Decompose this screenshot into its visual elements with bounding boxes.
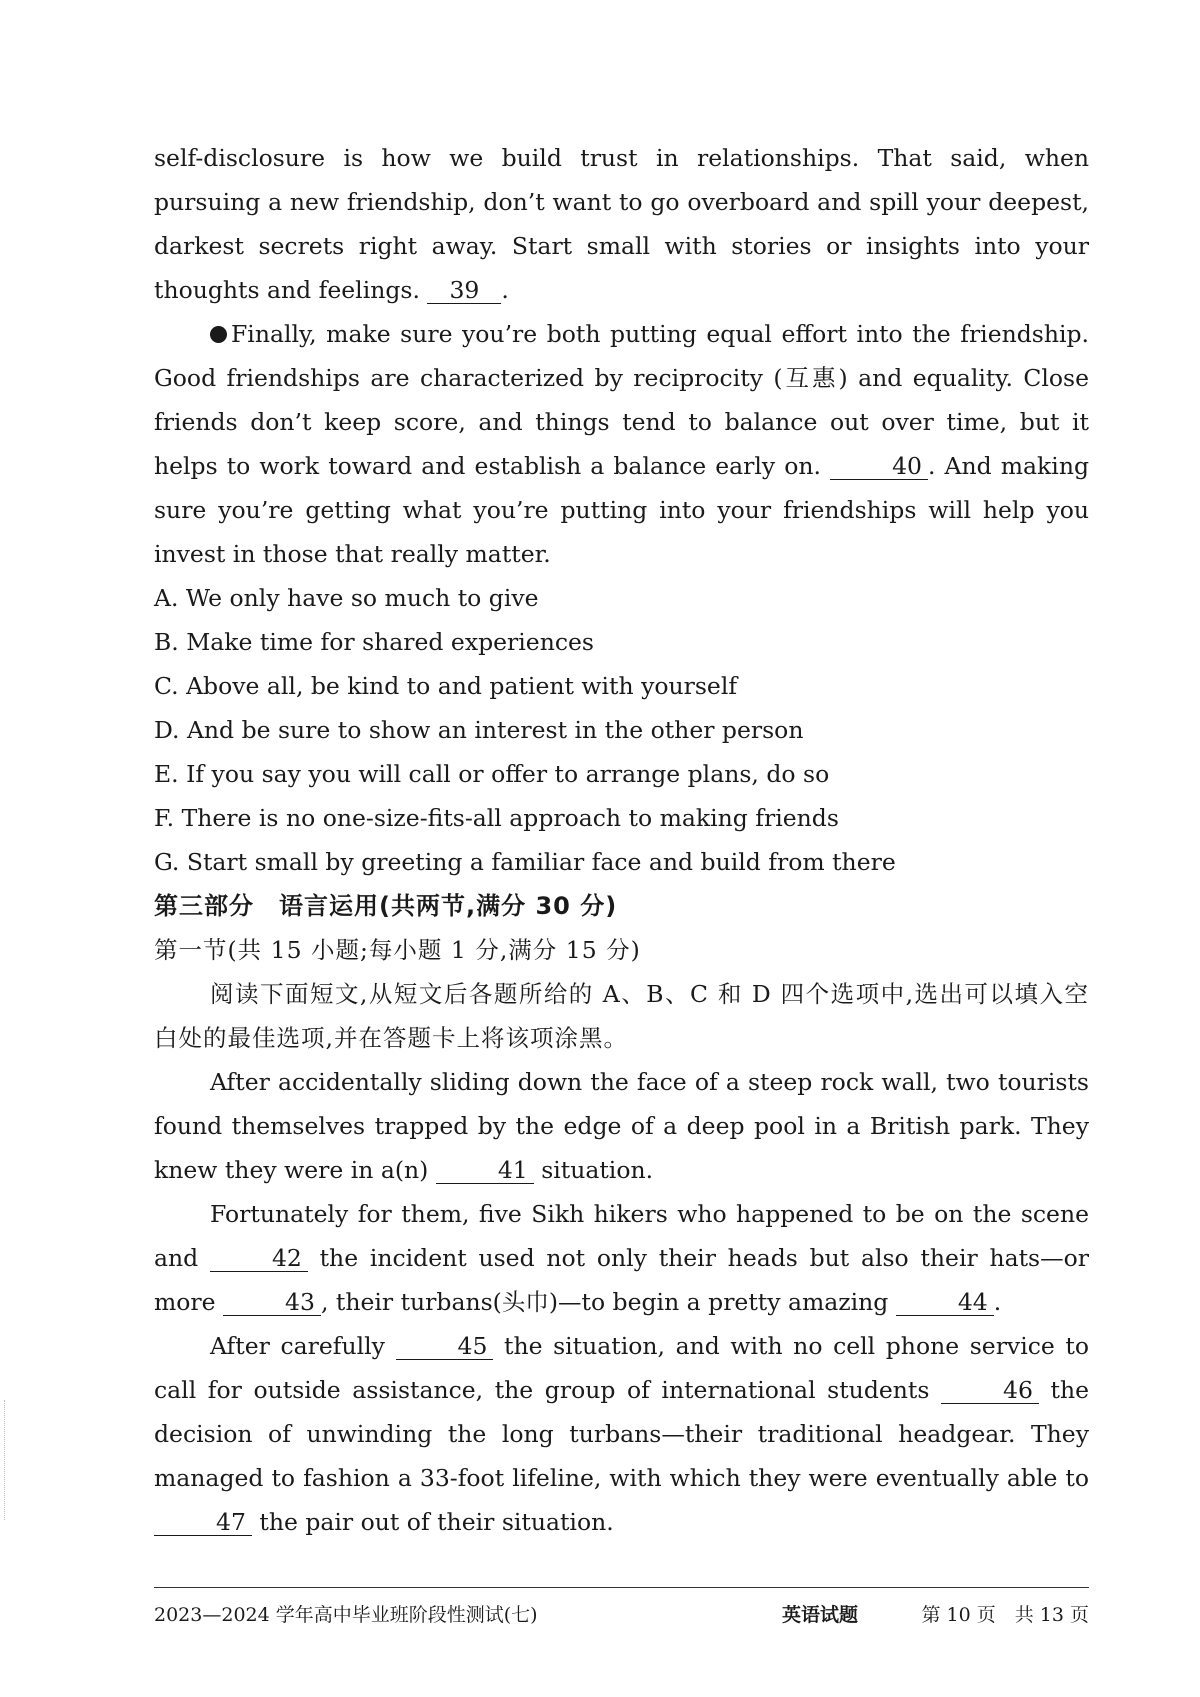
option-e: E. If you say you will call or offer to arrange plans, do so [154, 760, 830, 788]
blank-39: 39 [427, 277, 501, 304]
footer-divider [154, 1587, 1089, 1588]
blank-41: 41 [436, 1157, 534, 1184]
option-f: F. There is no one-size-fits-all approach to making friends [154, 804, 839, 832]
option-d: D. And be sure to show an interest in the other person [154, 716, 804, 744]
page-number: 第 10 页 共 13 页 [921, 1604, 1089, 1626]
blank-45: 45 [396, 1333, 494, 1360]
blank-44: 44 [896, 1289, 994, 1316]
section-title: 第三部分 语言运用(共两节,满分 30 分) [154, 892, 618, 920]
passage-paragraph-39: self-disclosure is how we build trust in relationships. That said, when pursuing a new friendship, don’t want to go overboard and spill your deepest, darkest secrets right away. Start small with stories or insights into your thoughts and feelings. 39 . [154, 144, 1089, 304]
options-list [154, 576, 1089, 884]
exam-name: 2023—2024 学年高中毕业班阶段性测试(七) [154, 1604, 538, 1626]
page-content [154, 136, 1089, 1544]
page-footer [154, 1600, 1089, 1630]
bullet-icon [210, 326, 227, 343]
option-a: A. We only have so much to give [154, 584, 539, 612]
cloze-paragraph-3: After carefully 45 the situation, and with no cell phone service to call for outside assistance, the group of international students 46 the decision of unwinding the long turbans—their traditional headgear. They managed to fashion a 33-foot lifeline, with which they were eventually able to 47 the pair out of their situation. [154, 1332, 1089, 1536]
cloze-paragraph-1: After accidentally sliding down the face of a steep rock wall, two tourists found themselves trapped by the edge of a deep pool in a British park. They knew they were in a(n) 41 situation. [154, 1068, 1089, 1184]
passage-paragraph-40: Finally, make sure you’re both putting equal effort into the friendship. Good friendships are characterized by reciprocity (互惠) and equality. Close friends don’t keep score, and things tend to balance out over time, but it helps to work toward and establish a balance early on. 40 . And making sure you’re getting what you’re putting into your friendships will help you invest in those that really matter. [154, 320, 1089, 568]
scan-margin-mark [4, 1400, 6, 1520]
option-b: B. Make time for shared experiences [154, 628, 594, 656]
blank-43: 43 [223, 1289, 321, 1316]
blank-46: 46 [941, 1377, 1039, 1404]
blank-47: 47 [154, 1509, 252, 1536]
section-instruction: 阅读下面短文,从短文后各题所给的 A、B、C 和 D 四个选项中,选出可以填入空白处的最佳选项,并在答题卡上将该项涂黑。 [154, 980, 1089, 1052]
subject-name: 英语试题 [782, 1604, 859, 1626]
option-g: G. Start small by greeting a familiar face and build from there [154, 848, 896, 876]
blank-40: 40 [830, 453, 928, 480]
subsection-title: 第一节(共 15 小题;每小题 1 分,满分 15 分) [154, 936, 641, 964]
blank-42: 42 [210, 1245, 308, 1272]
option-c: C. Above all, be kind to and patient with yourself [154, 672, 738, 700]
cloze-paragraph-2: Fortunately for them, five Sikh hikers who happened to be on the scene and 42 the incident used not only their heads but also their hats—or more 43 , their turbans(头巾)—to begin a pretty amazing 44 . [154, 1200, 1089, 1316]
